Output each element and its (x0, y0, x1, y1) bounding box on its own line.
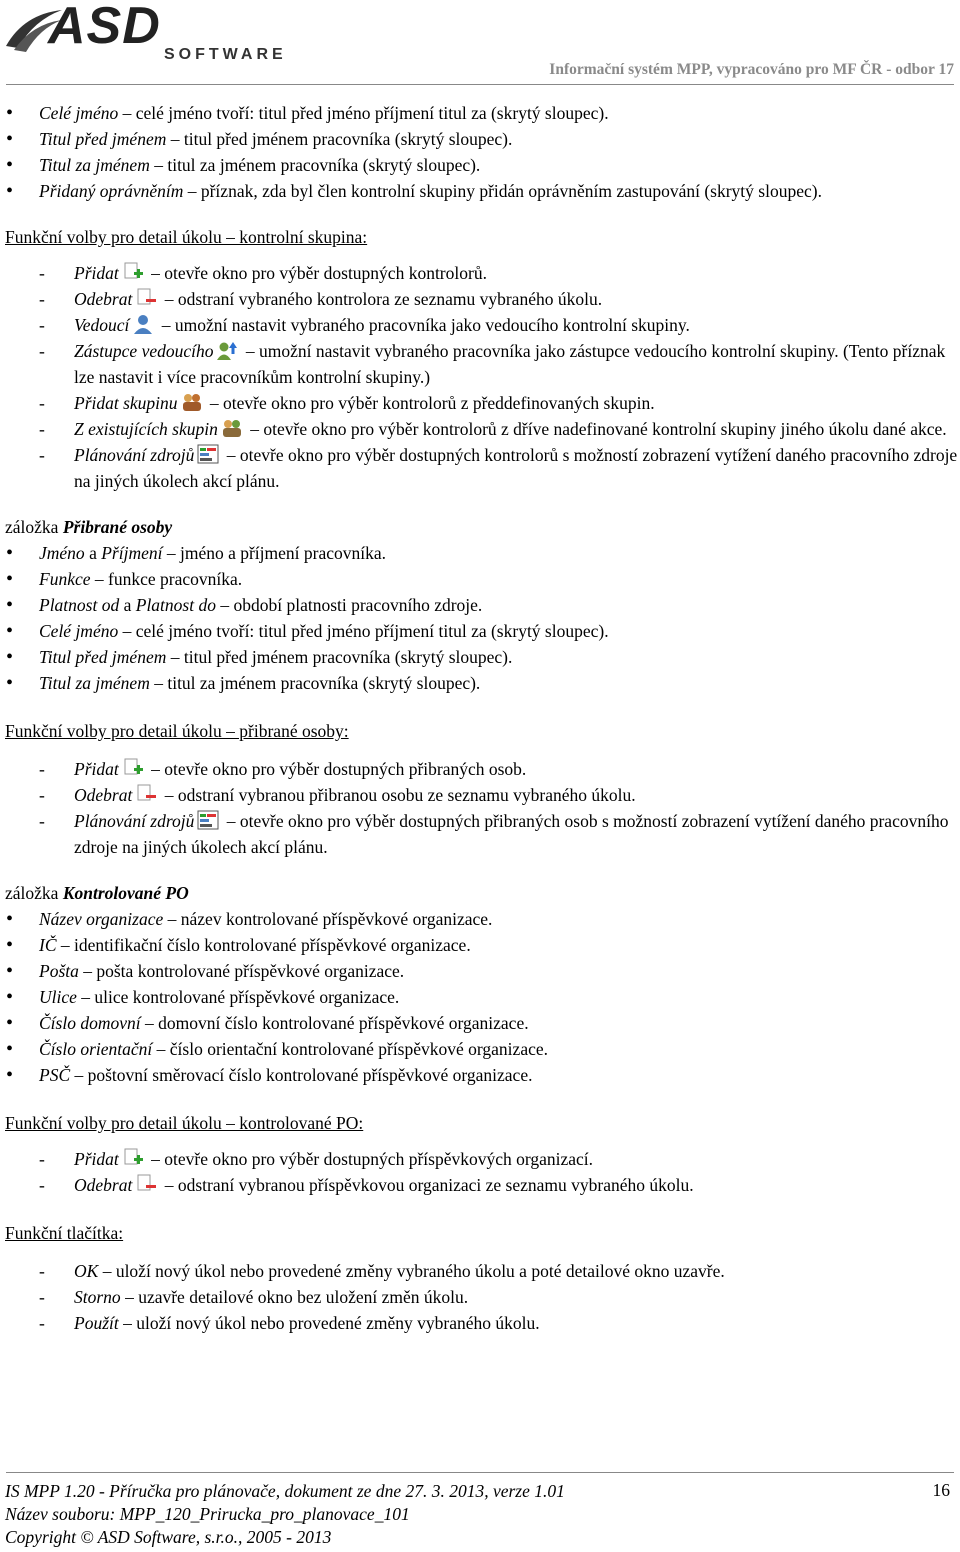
function-name: Přidat skupinu (74, 393, 178, 413)
footer-divider (6, 1472, 954, 1473)
item-text: – jméno a příjmení pracovníka. (162, 543, 387, 563)
planning-icon (197, 810, 219, 830)
function-name: Odebrat (74, 1175, 133, 1195)
item-term: Číslo domovní (39, 1013, 141, 1033)
function-name: Plánování zdrojů (74, 811, 195, 831)
item-text: – poštovní směrovací číslo kontrolované příspěvkové organizace. (70, 1065, 533, 1085)
list-item (0, 1036, 960, 1062)
item-text: a (84, 543, 102, 563)
remove-icon (135, 784, 157, 804)
list-item (0, 100, 960, 126)
group-icon (181, 392, 203, 412)
list-item (0, 178, 960, 204)
function-list-kontrolni-skupina (0, 260, 960, 494)
item-text: – ulice kontrolované příspěvkové organizace. (76, 987, 400, 1007)
item-term: Celé jméno (39, 103, 119, 123)
header-divider (6, 84, 954, 85)
item-term: Platnost do (135, 595, 216, 615)
item-text: – titul před jménem pracovníka (skrytý sloupec). (166, 647, 513, 667)
footer-copyright: Copyright © ASD Software, s.r.o., 2005 - 2013 (5, 1527, 332, 1547)
item-text: – titul před jménem pracovníka (skrytý sloupec). (166, 129, 513, 149)
footer-file-name: Název souboru: MPP_120_Prirucka_pro_planovace_101 (5, 1504, 410, 1524)
function-description: – otevře okno pro výběr dostupných příspěvkových organizací. (146, 1149, 594, 1169)
function-name: Z existujících skupin (74, 419, 218, 439)
add-icon (122, 1148, 144, 1168)
function-description: – uloží nový úkol nebo provedené změny vybraného úkolu. (118, 1313, 540, 1333)
leader-icon (132, 314, 154, 334)
list-item (0, 932, 960, 958)
item-term: PSČ (39, 1065, 71, 1085)
item-text: – identifikační číslo kontrolované příspěvkové organizace. (56, 935, 471, 955)
planning-icon (197, 444, 219, 464)
function-list-pribrane-osoby (0, 756, 960, 860)
function-item (0, 390, 960, 416)
item-term: Ulice (39, 987, 77, 1007)
function-item (0, 756, 960, 782)
function-item (0, 782, 960, 808)
item-text: – pošta kontrolované příspěvkové organizace. (78, 961, 405, 981)
item-term: Titul před jménem (39, 129, 167, 149)
item-term: Číslo orientační (39, 1039, 153, 1059)
item-text: – titul za jménem pracovníka (skrytý sloupec). (149, 155, 481, 175)
function-name: Odebrat (74, 289, 133, 309)
function-description: – uloží nový úkol nebo provedené změny vybraného úkolu a poté detailové okno uzavře. (98, 1261, 725, 1281)
function-description: – otevře okno pro výběr dostupných kontrolorů. (146, 263, 487, 283)
list-item (0, 618, 960, 644)
function-name: Použít (74, 1313, 119, 1333)
logo-sub-text: SOFTWARE (164, 46, 287, 63)
item-text: – příznak, zda byl člen kontrolní skupiny přidán oprávněním zastupování (skrytý sloupec). (183, 181, 822, 201)
list-item (0, 644, 960, 670)
section-heading: Funkční volby pro detail úkolu – kontrolované PO: (5, 1113, 364, 1133)
column-list-kontrolni-skupina (0, 100, 960, 204)
function-item (0, 1172, 960, 1198)
item-term: Název organizace (39, 909, 164, 929)
function-item (0, 338, 960, 390)
item-term: IČ (39, 935, 57, 955)
list-item (0, 1062, 960, 1088)
function-description: – odstraní vybranou příspěvkovou organizaci ze seznamu vybraného úkolu. (160, 1175, 694, 1195)
function-description: – uzavře detailové okno bez uložení změn úkolu. (120, 1287, 469, 1307)
item-text: – funkce pracovníka. (90, 569, 243, 589)
function-item (0, 1258, 960, 1284)
section-heading: Funkční volby pro detail úkolu – kontrolní skupina: (5, 227, 368, 247)
function-description: – otevře okno pro výběr kontrolorů z dříve nadefinované kontrolní skupiny jiného úkolu dané akce. (245, 419, 947, 439)
existing-group-icon (221, 418, 243, 438)
item-text: a (119, 595, 136, 615)
tab-heading-pribrane-osoby: záložka Přibrané osoby (5, 517, 173, 537)
function-name: Plánování zdrojů (74, 445, 195, 465)
function-description: – otevře okno pro výběr kontrolorů z předdefinovaných skupin. (205, 393, 655, 413)
section-heading: Funkční volby pro detail úkolu – přibrané osoby: (5, 721, 349, 741)
remove-icon (135, 288, 157, 308)
column-list-pribrane-osoby (0, 540, 960, 696)
function-name: Zástupce vedoucího (74, 341, 214, 361)
item-text: – celé jméno tvoří: titul před jméno příjmení titul za (skrytý sloupec). (118, 103, 609, 123)
add-icon (122, 758, 144, 778)
function-list-kontrolovane-po (0, 1146, 960, 1198)
function-description: – otevře okno pro výběr dostupných přibraných osob. (146, 759, 527, 779)
list-item (0, 126, 960, 152)
function-buttons-list (0, 1258, 960, 1336)
function-description: – umožní nastavit vybraného pracovníka jako vedoucího kontrolní skupiny. (157, 315, 690, 335)
add-icon (122, 262, 144, 282)
function-name: Přidat (74, 1149, 119, 1169)
function-description: – umožní nastavit vybraného pracovníka jako zástupce vedoucího kontrolní skupiny. (Tento příznak lze nastavit i více pracovníkům kontrolní skupiny.) (74, 341, 946, 387)
item-text: – název kontrolované příspěvkové organizace. (163, 909, 493, 929)
item-term: Titul za jménem (39, 673, 150, 693)
page-number: 16 (932, 1480, 950, 1500)
function-name: Přidat (74, 759, 119, 779)
deputy-icon (216, 340, 238, 360)
asd-logo (4, 0, 287, 64)
header-info: Informační systém MPP, vypracováno pro MF ČR - odbor 17 (549, 61, 954, 78)
list-item (0, 152, 960, 178)
item-term: Titul před jménem (39, 647, 167, 667)
list-item (0, 906, 960, 932)
function-item (0, 416, 960, 442)
column-list-kontrolovane-po (0, 906, 960, 1088)
item-term: Pošta (39, 961, 79, 981)
function-item (0, 442, 960, 494)
item-text: – období platnosti pracovního zdroje. (215, 595, 483, 615)
function-item (0, 286, 960, 312)
function-description: – odstraní vybraného kontrolora ze seznamu vybraného úkolu. (160, 289, 603, 309)
item-term: Jméno (39, 543, 85, 563)
item-term: Funkce (39, 569, 91, 589)
function-item (0, 1284, 960, 1310)
function-name: OK (74, 1261, 99, 1281)
item-term: Titul za jménem (39, 155, 150, 175)
list-item (0, 540, 960, 566)
function-name: Vedoucí (74, 315, 130, 335)
function-item (0, 1310, 960, 1336)
item-term: Příjmení (101, 543, 163, 563)
remove-icon (135, 1174, 157, 1194)
page-header (0, 0, 960, 86)
list-item (0, 958, 960, 984)
function-description: – otevře okno pro výběr dostupných kontrolorů s možností zobrazení vytížení daného pracovního zdroje na jiných úkolech akcí plánu. (74, 445, 958, 491)
item-text: – titul za jménem pracovníka (skrytý sloupec). (149, 673, 481, 693)
tab-heading-kontrolovane-po: záložka Kontrolované PO (5, 883, 189, 903)
item-term: Přidaný oprávněním (39, 181, 184, 201)
section-heading: Funkční tlačítka: (5, 1223, 124, 1243)
list-item (0, 592, 960, 618)
page-content (0, 100, 960, 1336)
function-name: Přidat (74, 263, 119, 283)
function-item (0, 808, 960, 860)
function-description: – odstraní vybranou přibranou osobu ze seznamu vybraného úkolu. (160, 785, 636, 805)
function-item (0, 312, 960, 338)
item-text: – číslo orientační kontrolované příspěvkové organizace. (152, 1039, 548, 1059)
function-name: Storno (74, 1287, 121, 1307)
function-name: Odebrat (74, 785, 133, 805)
item-term: Platnost od (39, 595, 120, 615)
item-text: – celé jméno tvoří: titul před jméno příjmení titul za (skrytý sloupec). (118, 621, 609, 641)
list-item (0, 984, 960, 1010)
function-description: – otevře okno pro výběr dostupných přibraných osob s možností zobrazení vytížení daného pracovního zdroje na jiných úkolech akcí plánu. (74, 811, 949, 857)
logo-main-text: ASD (48, 0, 161, 55)
footer-document-info: IS MPP 1.20 - Příručka pro plánovače, dokument ze dne 27. 3. 2013, verze 1.01 (5, 1481, 565, 1501)
item-text: – domovní číslo kontrolované příspěvkové organizace. (140, 1013, 529, 1033)
function-item (0, 260, 960, 286)
page-footer (5, 1480, 955, 1549)
list-item (0, 566, 960, 592)
list-item (0, 1010, 960, 1036)
item-term: Celé jméno (39, 621, 119, 641)
function-item (0, 1146, 960, 1172)
list-item (0, 670, 960, 696)
